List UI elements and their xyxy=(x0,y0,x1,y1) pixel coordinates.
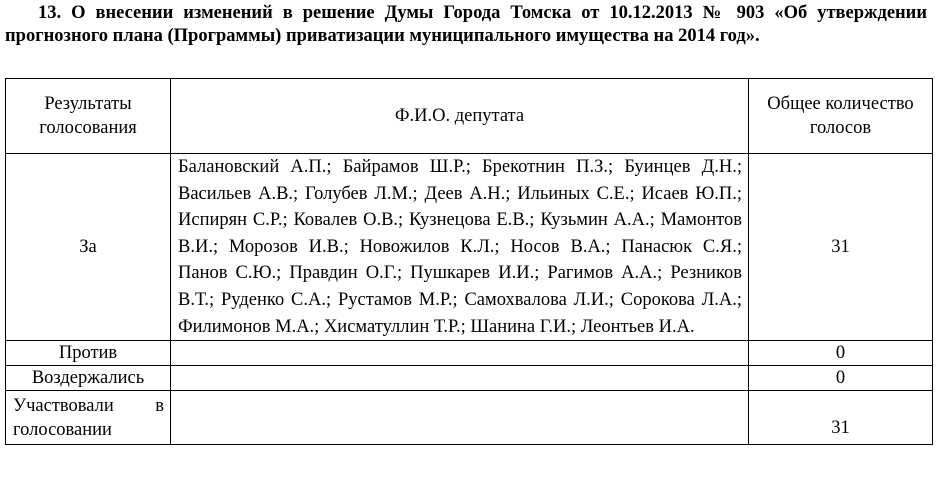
total-votes-abstained: 0 xyxy=(749,366,933,391)
voting-results-table xyxy=(5,78,933,445)
total-votes-participated: 31 xyxy=(749,391,933,445)
table-row xyxy=(6,366,933,391)
table-row xyxy=(6,391,933,445)
header-voting-results: Результаты голосования xyxy=(6,79,171,154)
result-label-abstained: Воздержались xyxy=(6,366,171,391)
agenda-item-title: О внесении изменений в решение Думы Города Томска от 10.12.2013 № 903 «Об утверждении прогнозного плана (Программы) приватизации муниципального имущества на 2014 год». xyxy=(5,3,928,46)
agenda-item-heading xyxy=(5,2,927,48)
total-votes-for: 31 xyxy=(749,154,933,341)
result-label-participated: Участвовали в голосовании xyxy=(6,391,171,445)
header-total-votes: Общее количество голосов xyxy=(749,79,933,154)
deputy-names-against xyxy=(171,341,749,366)
deputy-names-abstained xyxy=(171,366,749,391)
total-votes-against: 0 xyxy=(749,341,933,366)
agenda-item-number: 13. xyxy=(38,3,62,23)
result-label-for: За xyxy=(6,154,171,341)
table-row xyxy=(6,154,933,341)
result-label-against: Против xyxy=(6,341,171,366)
table-header-row xyxy=(6,79,933,154)
header-deputy-name: Ф.И.О. депутата xyxy=(171,79,749,154)
table-row xyxy=(6,341,933,366)
deputy-names-for: Балановский А.П.; Байрамов Ш.Р.; Брекотнин П.З.; Буинцев Д.Н.; Васильев А.В.; Голубев Л.М.; Деев А.Н.; Ильиных С.Е.; Исаев Ю.П.; Испирян С.Р.; Ковалев О.В.; Кузнецова Е.В.; Кузьмин А.А.; Мамонтов В.И.; Морозов И.В.; Новожилов К.Л.; Носов В.А.; Панасюк С.Я.; Панов С.Ю.; Правдин О.Г.; Пушкарев И.И.; Рагимов А.А.; Резников В.Т.; Руденко С.А.; Рустамов М.Р.; Самохвалова Л.И.; Сорокова Л.А.; Филимонов М.А.; Хисматуллин Т.Р.; Шанина Г.И.; Леонтьев И.А. xyxy=(171,154,749,341)
deputy-names-participated xyxy=(171,391,749,445)
